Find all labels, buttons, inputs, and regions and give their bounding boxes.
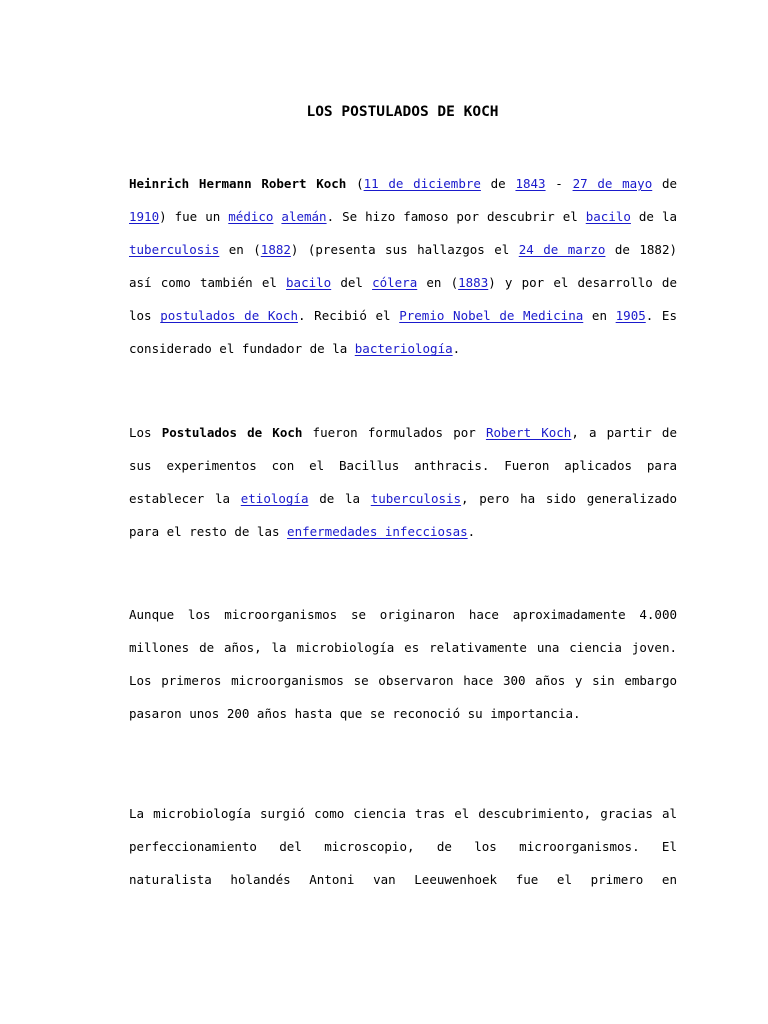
- link-colera[interactable]: cólera: [372, 275, 418, 291]
- text: , a partir de sus experimentos con el Bacillus anthracis. Fueron aplicados para establecer la: [129, 425, 677, 507]
- paragraph-microbiology-science: La microbiología surgió como ciencia tras el descubrimiento, gracias al perfeccionamiento del microscopio, de los microorganismos. El naturalista holandés Antoni van Leeuwenhoek fue el primero en: [129, 806, 677, 888]
- text: de la: [630, 209, 678, 225]
- text: . Recibió el: [297, 308, 400, 324]
- text: ) (presenta sus hallazgos el: [290, 242, 519, 258]
- paragraph-koch-biography: [129, 167, 677, 366]
- link-24-de-marzo[interactable]: 24 de marzo: [518, 242, 606, 258]
- text: de: [652, 176, 678, 191]
- link-1883[interactable]: 1883: [458, 275, 489, 291]
- text: de 1882) así como también el: [129, 242, 677, 291]
- link-aleman[interactable]: alemán: [281, 209, 327, 225]
- text: ) fue un: [159, 209, 229, 225]
- link-bacteriologia[interactable]: bacteriología: [354, 341, 453, 357]
- link-bacilo[interactable]: bacilo: [286, 275, 332, 291]
- link-robert-koch[interactable]: Robert Koch: [485, 425, 572, 440]
- link-tuberculosis[interactable]: tuberculosis: [129, 242, 220, 258]
- text: del: [331, 275, 373, 291]
- text: .: [452, 341, 461, 357]
- link-etiologia[interactable]: etiología: [240, 491, 309, 507]
- link-premio-nobel-de-medicina[interactable]: Premio Nobel de Medicina: [399, 308, 584, 324]
- text: . Se hizo famoso por descubrir el: [326, 209, 586, 225]
- text: . Es considerado el fundador de la: [129, 308, 677, 357]
- text: -: [545, 176, 573, 191]
- paragraph-microbiology-origin: Aunque los microorganismos se originaron hace aproximadamente 4.000 millones de años, la microbiología es relativamente una ciencia joven. Los primeros microorganismos se observaron hace 300 años y sin embargo pasaron unos 200 años hasta que se reconoció su importancia.: [129, 607, 677, 722]
- text: ) y por el desarrollo de los: [129, 275, 677, 324]
- document-title: LOS POSTULADOS DE KOCH: [306, 104, 499, 120]
- link-1910[interactable]: 1910: [129, 209, 160, 225]
- link-enfermedades-infecciosas[interactable]: enfermedades infecciosas: [287, 524, 468, 540]
- text: de la: [308, 491, 371, 507]
- link-1882[interactable]: 1882: [260, 242, 291, 258]
- text: (: [346, 176, 364, 191]
- link-11-de-diciembre[interactable]: 11 de diciembre: [363, 176, 481, 191]
- link-tuberculosis[interactable]: tuberculosis: [370, 491, 462, 507]
- link-27-de-mayo[interactable]: 27 de mayo: [572, 176, 653, 191]
- koch-full-name: Heinrich Hermann Robert Koch: [129, 176, 347, 191]
- link-medico[interactable]: médico: [228, 209, 274, 225]
- text: de: [480, 176, 516, 191]
- text: fueron formulados por: [302, 425, 486, 440]
- link-1843[interactable]: 1843: [515, 176, 546, 191]
- text: en (: [417, 275, 459, 291]
- paragraph-koch-postulates: [129, 416, 677, 548]
- text: , pero ha sido generalizado para el resto de las: [129, 491, 677, 540]
- postulados-de-koch-bold: Postulados de Koch: [161, 425, 303, 440]
- text: .: [467, 524, 476, 540]
- text: en (: [219, 242, 261, 258]
- text: en: [583, 308, 616, 324]
- link-1905[interactable]: 1905: [615, 308, 646, 324]
- text: Los: [129, 425, 162, 440]
- link-bacilo[interactable]: bacilo: [585, 209, 631, 225]
- link-postulados-de-koch[interactable]: postulados de Koch: [160, 308, 298, 324]
